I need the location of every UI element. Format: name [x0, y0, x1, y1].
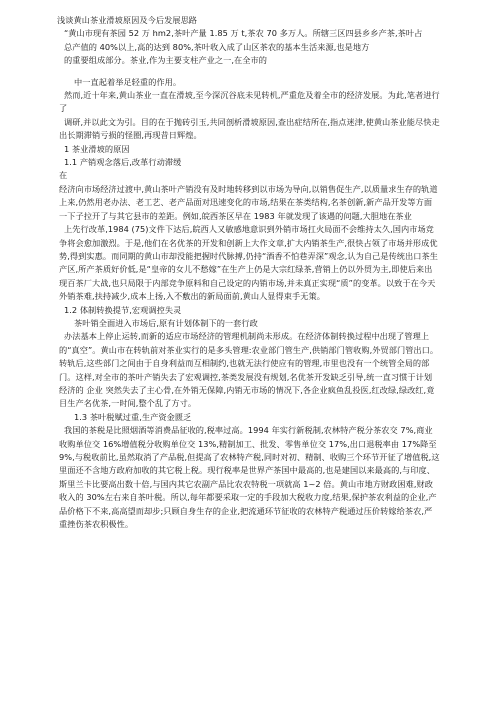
paragraph-7: 在 [59, 170, 68, 181]
paragraph-6: 调研,并以此文为引。目的在于抛砖引玉,共同剖析滑坡原因,查出症结所在,指点迷津,使黄山茶业能尽快走出长期滞销亏损的怪圈,再现昔日辉煌。 [59, 116, 440, 141]
section-heading-1-3: 1.3 茶叶税赋过重,生产资金匮乏 [74, 411, 192, 422]
paragraph-3: 的重要组成部分。茶业,作为主要支柱产业之一,在全市的 [64, 55, 268, 66]
spacer [59, 68, 440, 76]
section-heading-1-2: 1.2 体制转换提节,宏观调控失灵 [64, 304, 182, 315]
paragraph-12: 我国的茶税是比照烟酒等消费品征收的,税率过高。1994 年实行新税制,农林特产税分茶农交 7%,商业收购单位交 16%增值税分收购单位交 13%,精制加工、批发、零售单位交 17%,出口退税率由 17%降至 9%,与税收前比,虽然取消了产品税,但提高了农林特产税,同时对初、精制、收购三个环节开征了增值税,这里面还不含地方政府加收的其它税上税。现行税率是世界产茶国中最高的,也是建国以来最高的,与印度、斯里兰卡比要高出数十倍,与国内其它农副产品比农农特税一项就高 1~2 倍。黄山市地方财政困难,财政收入的 30%左右来自茶叶税。所以,每年都要采取一定的手段加大税收力度,结果,保护茶农利益的企业,产品价格下不来,高高望而却步;只顾自身生存的企业,把流通环节征收的农林特产税通过压价转嫁给茶农,严重挫伤茶农积极性。 [59, 425, 440, 530]
document-body [59, 14, 440, 531]
paragraph-8: 经济向市场经济过渡中,黄山茶叶产销没有及时地转移到以市场为导向,以销售促生产,以质量求生存的轨道上来,仍然用老办法、老工艺、老产品面对迅速变化的市场,结果在茶类结构,名茶创新,新产品开发等方面一下子拉开了与其它县市的差距。例如,皖西茶区早在 1983 年就发现了该遇的问题,大胆地在茶业 [59, 183, 438, 221]
section-heading-1-1: 1.1 产销观念落后,改革行动滞缓 [64, 157, 182, 168]
paragraph-2: 总产值的 40%以上,高的达到 80%,茶叶收入成了山区茶农的基本生活来源,也是地方 [64, 41, 370, 52]
paragraph-9: 上先行改革,1984 (75)文件下达后,皖西人又敏感地意识到外销市场扛火局面不会维持太久,国内市场竞争将会愈加激烈。于是,他们在名优茶的开发和创新上大作文章,扩大内销茶生产,很快占领了市场并形成优势,得到实惠。而同期的黄山市却没能把握时代脉搏,仍持“酒香不怕巷弄深”观念,认为自己是传统出口茶生产区,所产茶质好价低,是“皇帝的女儿不愁嫁”在生产上仍是大宗红绿茶,营销上仍以外贸为主,即使后来出现百茶厂大战,也只局限于内部竞争原料和自己设定的内销市场,并未真正实现“质”的变革。以致于在今天外销茶难,扶持减少,成本上扬,入不敷出的新局面前,黄山人显得束手无策。 [59, 224, 438, 302]
paragraph-11: 办法基本上停止运转,而新的适应市场经济的管理机制尚未形成。在经济体制转换过程中出现了管理上的“真空”。黄山市在转轨前对茶业实行的是多头管理:农业部门管生产,供销部门管收购,外贸部门管出口。转轨后,这些部门之间由于自身利益而互相制约,也就无法行使应有的管理,市里也没有一个统管全局的部门。这样,对全市的茶叶产销失去了宏观调控,茶类发展没有规划,名优茶开发缺乏引导,统一直习惯于计划经济的 企业 突然失去了主心骨,在外销无保障,内销无市场的情况下,各企业疯鱼乱投医,红改绿,绿改红,竟目生产名优茶,一时间,整个乱了方寸。 [59, 331, 439, 409]
paragraph-10: 茶叶销全面进入市场后,原有计划体制下的一套行政 [74, 317, 258, 328]
section-heading-1: 1 茶业滑坡的原因 [64, 143, 130, 154]
paragraph-4: 中一直起着举足轻重的作用。 [74, 76, 182, 87]
paragraph-5: 然而,近十年来,黄山茶业一直在滑坡,至今深沉谷底未见转机,严重危及着全市的经济发展。为此,笔者进行了 [59, 90, 440, 114]
paragraph-1: “黄山市现有茶园 52 万 hm2,茶叶产量 1.85 万 t,茶农 70 多万人。所辖三区四县乡乡产茶,茶叶占 [64, 28, 423, 39]
document-title: 浅谈黄山茶业滑坡原因及今后发展思路 [57, 15, 198, 25]
